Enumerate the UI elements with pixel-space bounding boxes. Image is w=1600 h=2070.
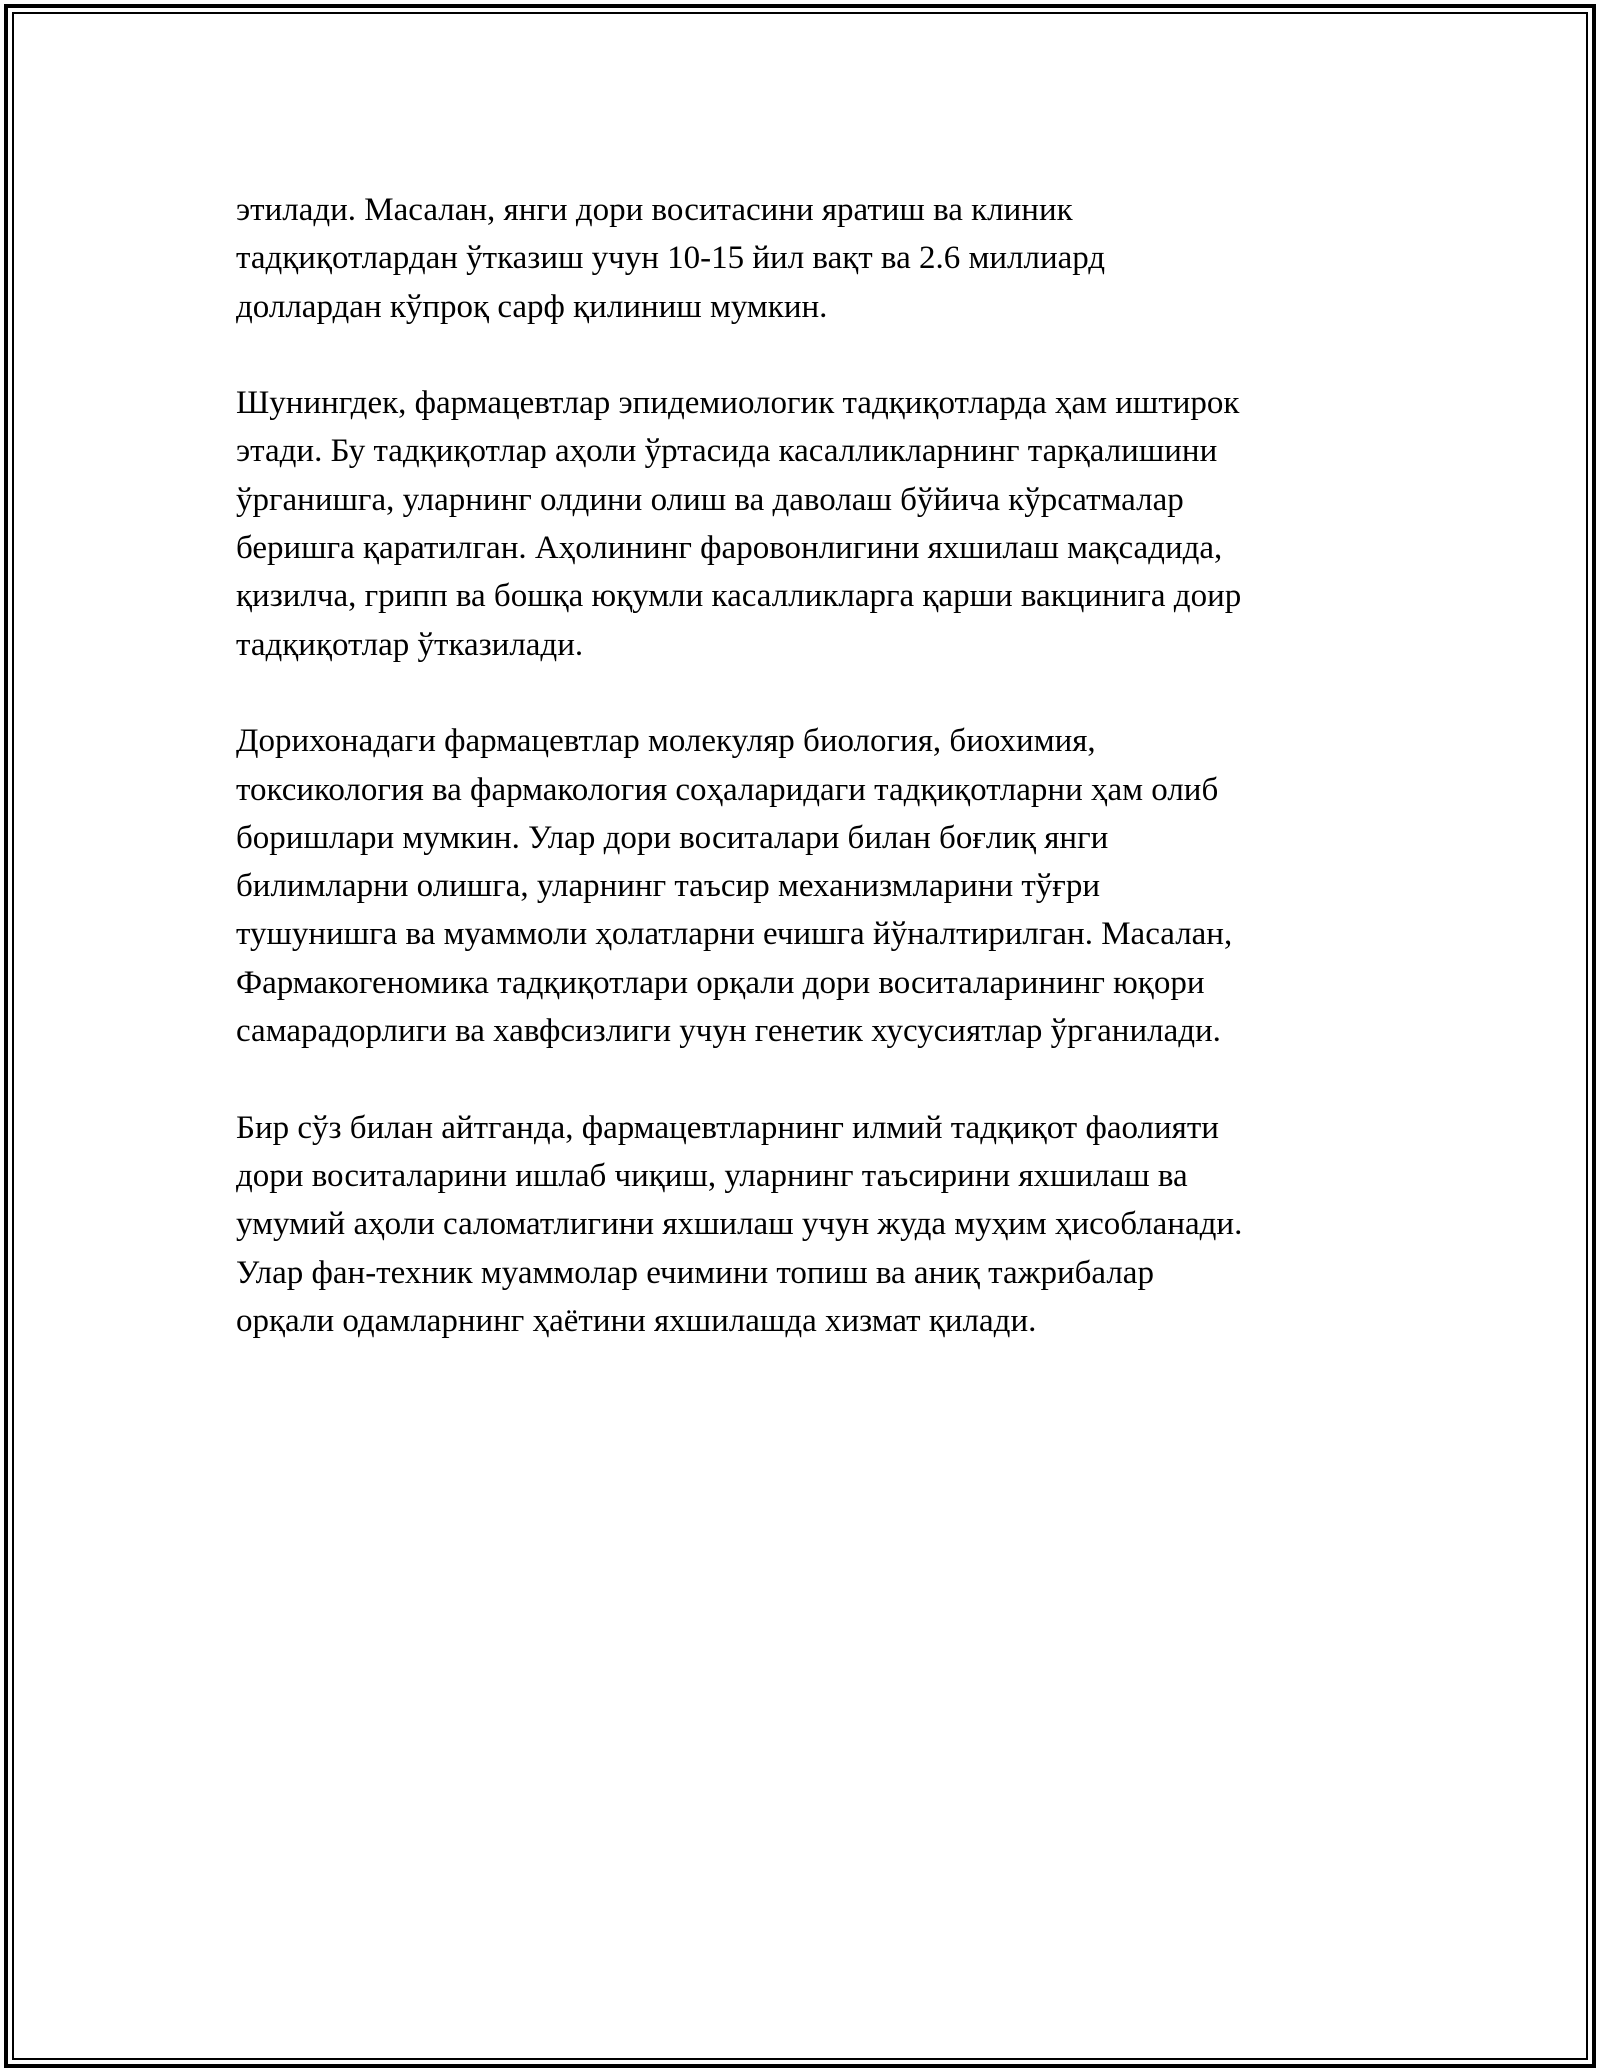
paragraph-2 (236, 379, 1416, 669)
text-line: тушунишга ва муаммоли ҳолатларни ечишга йўналтирилган. Масалан, (236, 916, 1233, 953)
document-body (236, 186, 1416, 1393)
text-line: Бир сўз билан айтганда, фармацевтларнинг илмий тадқиқот фаолияти (236, 1109, 1219, 1146)
text-line: Дорихонадаги фармацевтлар молекуляр биология, биохимия, (236, 723, 1096, 760)
text-line: доллардан кўпроқ сарф қилиниш мумкин. (236, 288, 828, 325)
text-line: Шунингдек, фармацевтлар эпидемиологик тадқиқотларда ҳам иштирок (236, 385, 1240, 422)
paragraph-4 (236, 1104, 1416, 1345)
paragraph-1 (236, 186, 1416, 331)
text-line: қизилча, грипп ва бошқа юқумли касалликларга қарши вакцинига доир (236, 578, 1242, 615)
paragraph-3 (236, 717, 1416, 1055)
text-line: Улар фан-техник муаммолар ечимини топиш ва аниқ тажрибалар (236, 1254, 1154, 1291)
text-line: умумий аҳоли саломатлигини яхшилаш учун жуда муҳим ҳисобланади. (236, 1206, 1243, 1243)
text-line: беришга қаратилган. Аҳолининг фаровонлигини яхшилаш мақсадида, (236, 530, 1223, 567)
text-line: токсикология ва фармакология соҳаларидаги тадқиқотларни ҳам олиб (236, 771, 1219, 808)
text-line: самарадорлиги ва хавфсизлиги учун генетик хусусиятлар ўрганилади. (236, 1013, 1221, 1050)
text-line: билимларни олишга, уларнинг таъсир механизмларини тўғри (236, 868, 1100, 905)
text-line: орқали одамларнинг ҳаётини яхшилашда хизмат қилади. (236, 1302, 1037, 1339)
text-line: ўрганишга, уларнинг олдини олиш ва даволаш бўйича кўрсатмалар (236, 481, 1184, 518)
text-line: тадқиқотлар ўтказилади. (236, 626, 584, 663)
text-line: боришлари мумкин. Улар дори воситалари билан боғлиқ янги (236, 819, 1109, 856)
text-line: этилади. Масалан, янги дори воситасини яратиш ва клиник (236, 192, 1073, 228)
text-line: этади. Бу тадқиқотлар аҳоли ўртасида касалликларнинг тарқалишини (236, 433, 1218, 470)
text-line: Фармакогеномика тадқиқотлари орқали дори воситаларининг юқори (236, 964, 1205, 1001)
text-line: дори воситаларини ишлаб чиқиш, уларнинг таъсирини яхшилаш ва (236, 1157, 1188, 1194)
text-line: тадқиқотлардан ўтказиш учун 10-15 йил вақт ва 2.6 миллиард (236, 240, 1106, 277)
